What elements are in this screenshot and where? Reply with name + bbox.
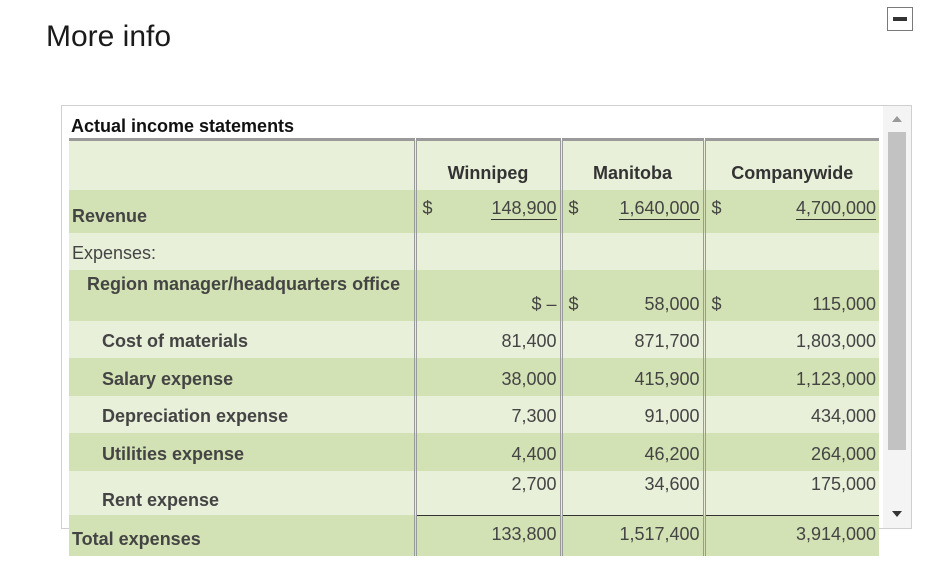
- table-scroll-area[interactable]: [69, 106, 879, 549]
- cell-value: $ –: [440, 270, 561, 321]
- cell-value: 115,000: [729, 270, 879, 321]
- empty-cell: [704, 321, 729, 358]
- empty-cell: [415, 433, 440, 471]
- row-label: Salary expense: [69, 358, 415, 396]
- row-label: Expenses:: [69, 233, 415, 270]
- cell-value: 1,803,000: [729, 321, 879, 358]
- empty-cell: [704, 433, 729, 471]
- row-label: Total expenses: [69, 515, 415, 556]
- cell-value: 415,900: [586, 358, 704, 396]
- col-header-manitoba: Manitoba: [561, 140, 704, 191]
- col-header-winnipeg: Winnipeg: [415, 140, 561, 191]
- row-label: Depreciation expense: [69, 396, 415, 433]
- scroll-up-arrow-icon[interactable]: [892, 116, 902, 122]
- empty-cell: [561, 358, 586, 396]
- row-label: Rent expense: [69, 471, 415, 515]
- cell-value: 3,914,000: [729, 515, 879, 556]
- col-header-companywide: Companywide: [704, 140, 879, 191]
- scrollbar-thumb[interactable]: [888, 132, 906, 450]
- empty-cell: [415, 471, 440, 515]
- table-row: [69, 321, 879, 358]
- cell-value: 81,400: [440, 321, 561, 358]
- cell-value: 133,800: [440, 515, 561, 556]
- cell-value: 4,400: [440, 433, 561, 471]
- cell-value: 46,200: [586, 433, 704, 471]
- empty-cell: [561, 471, 586, 515]
- row-label: Cost of materials: [69, 321, 415, 358]
- currency-symbol: [415, 270, 440, 321]
- empty-cell: [704, 358, 729, 396]
- minimize-icon: [893, 17, 907, 21]
- header-empty: [69, 140, 415, 191]
- empty-cell: [586, 233, 704, 270]
- table-row: [69, 233, 879, 270]
- empty-cell: [704, 233, 729, 270]
- vertical-scrollbar[interactable]: [883, 106, 911, 528]
- empty-cell: [440, 233, 561, 270]
- table-row: [69, 471, 879, 515]
- currency-symbol: $: [704, 270, 729, 321]
- page-title: More info: [46, 20, 172, 53]
- row-label: Utilities expense: [69, 433, 415, 471]
- cell-value: 2,700: [440, 471, 561, 515]
- cell-value: 7,300: [440, 396, 561, 433]
- empty-cell: [704, 515, 729, 556]
- cell-value: 1,123,000: [729, 358, 879, 396]
- table-row: [69, 396, 879, 433]
- currency-symbol: $: [561, 190, 586, 233]
- row-label: Region manager/headquarters office: [69, 270, 415, 321]
- cell-value: 434,000: [729, 396, 879, 433]
- cell-value: 264,000: [729, 433, 879, 471]
- empty-cell: [561, 396, 586, 433]
- cell-value: 1,517,400: [586, 515, 704, 556]
- info-panel: [61, 105, 912, 549]
- empty-cell: [729, 233, 879, 270]
- currency-symbol: $: [561, 270, 586, 321]
- table-row: [69, 270, 879, 321]
- cell-value: 4,700,000: [729, 190, 879, 233]
- empty-cell: [704, 471, 729, 515]
- empty-cell: [415, 358, 440, 396]
- row-label: Revenue: [69, 190, 415, 233]
- header-row: [69, 140, 879, 191]
- table-row: [69, 515, 879, 556]
- table-caption: Actual income statements: [71, 116, 295, 136]
- cell-value: 58,000: [586, 270, 704, 321]
- cell-value: 1,640,000: [586, 190, 704, 233]
- scroll-down-arrow-icon[interactable]: [892, 511, 902, 517]
- empty-cell: [415, 396, 440, 433]
- empty-cell: [415, 515, 440, 556]
- cell-value: 871,700: [586, 321, 704, 358]
- currency-symbol: $: [415, 190, 440, 233]
- income-statement-table: [69, 138, 879, 556]
- empty-cell: [561, 515, 586, 556]
- minimize-button[interactable]: [887, 7, 913, 31]
- currency-symbol: $: [704, 190, 729, 233]
- empty-cell: [415, 233, 440, 270]
- cell-value: 34,600: [586, 471, 704, 515]
- empty-cell: [561, 233, 586, 270]
- cell-value: 175,000: [729, 471, 879, 515]
- table-row: [69, 190, 879, 233]
- table-row: [69, 433, 879, 471]
- cell-value: 91,000: [586, 396, 704, 433]
- table-row: [69, 358, 879, 396]
- empty-cell: [704, 396, 729, 433]
- cell-value: 38,000: [440, 358, 561, 396]
- empty-cell: [415, 321, 440, 358]
- cell-value: 148,900: [440, 190, 561, 233]
- empty-cell: [561, 321, 586, 358]
- empty-cell: [561, 433, 586, 471]
